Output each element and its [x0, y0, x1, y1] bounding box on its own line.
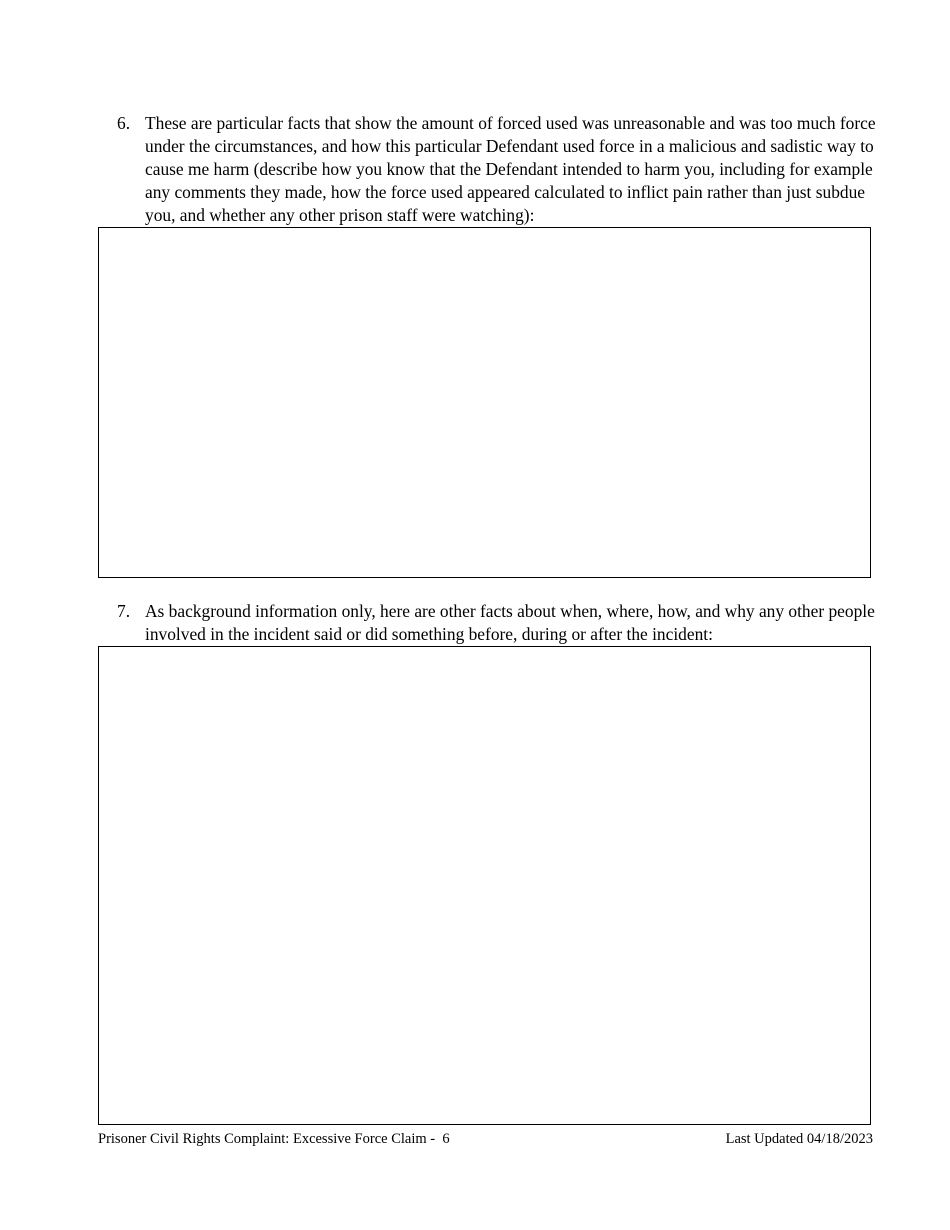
footer-form-title: Prisoner Civil Rights Complaint: Excessive Force Claim - 6 [98, 1131, 450, 1147]
question-7-number: 7. [117, 601, 131, 621]
question-6-text: These are particular facts that show the amount of forced used was unreasonable and was too much force under the circumstances, and how this particular Defendant used force in a malicious and sadistic way to cause me harm (describe how you know that the Defendant intended to harm you, including for example any comments they made, how the force used appeared calculated to inflict pain rather than just subdue you, and whether any other prison staff were watching): [145, 113, 876, 225]
question-6-number: 6. [117, 113, 131, 133]
question-7-answer-field[interactable] [98, 646, 871, 1125]
question-7-text: As background information only, here are other facts about when, where, how, and why any other people involved in the incident said or did something before, during or after the incident: [145, 601, 875, 644]
question-6-answer-field[interactable] [98, 227, 871, 578]
page-footer [98, 1130, 873, 1148]
footer-last-updated: Last Updated 04/18/2023 [725, 1131, 873, 1147]
question-7 [117, 600, 877, 646]
question-6 [117, 112, 877, 227]
